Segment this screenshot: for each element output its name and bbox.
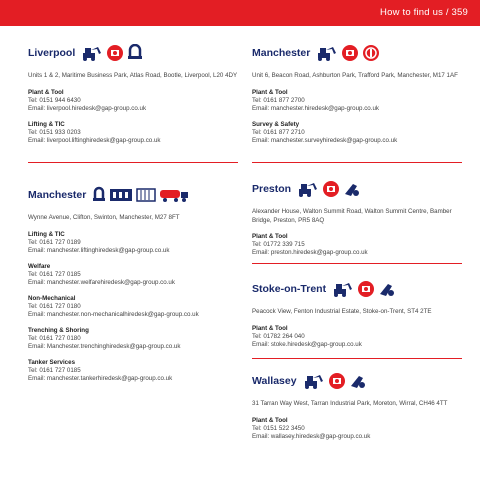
divider [252,263,462,264]
group-title: Trenching & Shoring [28,326,89,334]
divider [252,358,462,359]
group-email[interactable]: Email: manchester.hiredesk@gap-group.co.uk [252,104,380,112]
group-tel[interactable]: Tel: 0161 877 2710 [252,128,305,136]
excavator-icon [303,373,325,389]
group-tel[interactable]: Tel: 01772 339 715 [252,241,305,248]
branch-address: 31 Tarran Way West, Tarran Industrial Park, Moreton, Wirral, CH46 4TT [252,400,448,407]
group-title: Plant & Tool [28,88,64,96]
group-tel[interactable]: Tel: 0161 727 0185 [28,366,81,374]
branch-address: Alexander House, Walton Summit Road, Walton Summit Centre, Bamber Bridge, Preston, PR5 8AQ [252,208,452,224]
group-title: Survey & Safety [252,120,300,128]
excavator-icon [316,45,338,61]
contact-group [28,359,248,383]
drill-icon [378,280,396,298]
branch-name: Liverpool [28,47,76,59]
group-title: Lifting & TIC [28,230,65,238]
branch-name: Manchester [28,189,87,201]
branch-manchester-clifton [28,184,248,383]
group-tel[interactable]: Tel: 0161 727 0185 [28,270,81,278]
group-email[interactable]: Email: manchester.non-mechanicalhiredesk@gap-group.co.uk [28,310,199,318]
branch-name: Wallasey [252,375,297,387]
contact-group [252,417,472,441]
group-tel[interactable]: Tel: 0161 727 0189 [28,238,81,246]
group-title: Non-Mechanical [28,294,76,302]
group-title: Plant & Tool [252,88,288,96]
group-email[interactable]: Email: wallasey.hiredesk@gap-group.co.uk [252,432,371,440]
group-title: Plant & Tool [252,233,288,240]
shackle-icon [127,44,143,62]
group-title: Plant & Tool [252,416,288,424]
welfare-unit-icon [109,187,133,203]
tools-icon [328,372,346,390]
page-title: How to find us / 359 [380,7,468,18]
branch-address: Wynne Avenue, Clifton, Swinton, Manchester, M27 8FT [28,214,180,221]
branch-name: Manchester [252,47,311,59]
branch-address: Peacock View, Fenton Industrial Estate, Stoke-on-Trent, ST4 2TE [252,308,432,315]
contact-group [28,231,248,255]
group-email[interactable]: Email: liverpool.liftinghiredesk@gap-group.co.uk [28,136,161,144]
branch-stoke-on-trent [252,278,472,349]
group-email[interactable]: Email: liverpool.hiredesk@gap-group.co.uk [28,104,147,112]
group-tel[interactable]: Tel: 0151 944 6430 [28,96,81,104]
tools-icon [357,280,375,298]
survey-icon [362,44,380,62]
contact-group [252,325,472,349]
group-title: Welfare [28,262,51,270]
contact-group [28,89,248,113]
branch-name: Preston [252,183,292,195]
group-tel[interactable]: Tel: 0161 727 0180 [28,334,81,342]
group-email[interactable]: Email: stoke.hiredesk@gap-group.co.uk [252,340,362,348]
contact-group [28,263,248,287]
excavator-icon [332,281,354,297]
branch-preston [252,178,472,257]
divider [252,162,462,163]
divider [28,162,238,163]
group-email[interactable]: Email: manchester.surveyhiredesk@gap-group.co.uk [252,136,398,144]
group-tel[interactable]: Tel: 0161 877 2700 [252,96,305,104]
contact-group [252,89,472,113]
header-bar [0,0,480,26]
group-email[interactable]: Email: manchester.tankerhiredesk@gap-group.co.uk [28,374,173,382]
group-tel[interactable]: Tel: 0151 522 3450 [252,424,305,432]
branch-liverpool [28,42,248,145]
contact-group [28,295,248,319]
contact-group [28,327,248,351]
group-title: Lifting & TIC [28,120,65,128]
drill-icon [349,372,367,390]
group-tel[interactable]: Tel: 0161 727 0180 [28,302,81,310]
group-tel[interactable]: Tel: 01782 264 040 [252,332,305,340]
group-email[interactable]: Email: manchester.liftinghiredesk@gap-group.co.uk [28,246,170,254]
group-title: Plant & Tool [252,324,288,332]
branch-manchester-trafford [252,42,472,145]
tools-icon [341,44,359,62]
tanker-truck-icon [159,187,189,203]
group-tel[interactable]: Tel: 0151 933 0203 [28,128,81,136]
branch-address: Units 1 & 2, Maritime Business Park, Atlas Road, Bootle, Liverpool, L20 4DY [28,72,238,79]
group-email[interactable]: Email: preston.hiredesk@gap-group.co.uk [252,249,368,256]
tools-icon [322,180,340,198]
contact-group [252,121,472,145]
shackle-icon [92,186,106,204]
contact-group [252,233,472,257]
container-icon [136,187,156,203]
branch-wallasey [252,370,472,441]
branch-address: Unit 6, Beacon Road, Ashburton Park, Trafford Park, Manchester, M17 1AF [252,72,458,79]
excavator-icon [81,45,103,61]
drill-icon [343,180,361,198]
excavator-icon [297,181,319,197]
group-email[interactable]: Email: Manchester.trenchinghiredesk@gap-group.co.uk [28,342,181,350]
tools-icon [106,44,124,62]
branch-name: Stoke-on-Trent [252,283,327,295]
group-title: Tanker Services [28,358,76,366]
contact-group [28,121,248,145]
group-email[interactable]: Email: manchester.welfarehiredesk@gap-group.co.uk [28,278,175,286]
